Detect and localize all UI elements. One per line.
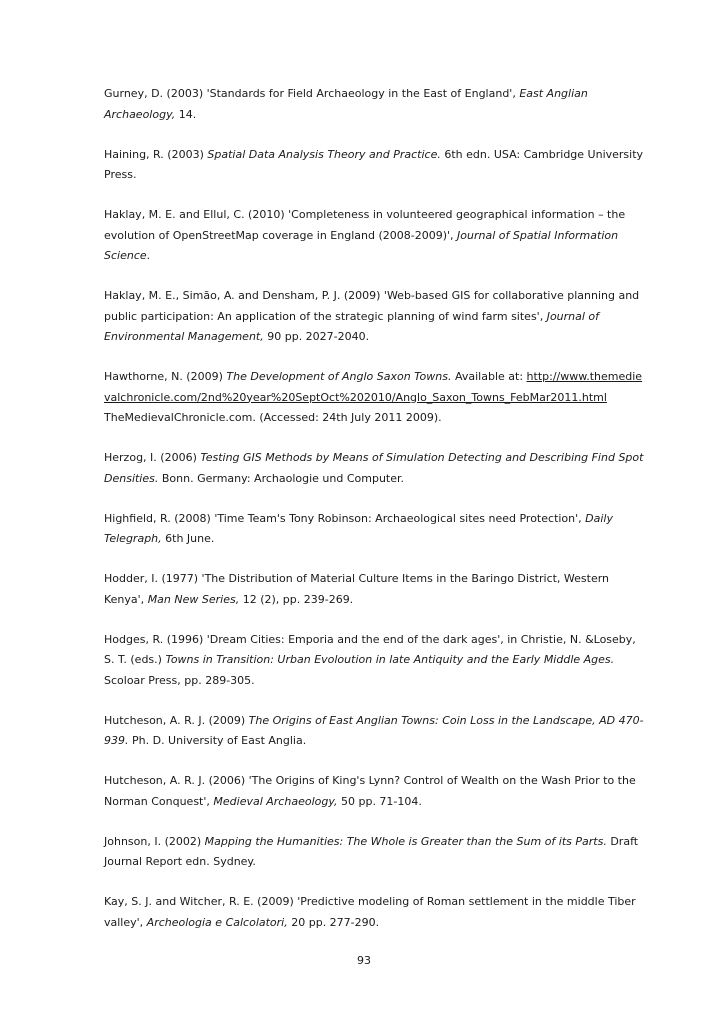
reference-text: Gurney, D. (2003) 'Standards for Field Archaeology in the East of England',: [104, 87, 520, 100]
reference-text: Kay, S. J. and Witcher, R. E. (2009) 'Predictive modeling of Roman settlement in the middle Tiber valley',: [104, 895, 636, 929]
reference-text: Herzog, I. (2006): [104, 451, 201, 464]
reference-entry: [104, 892, 644, 933]
reference-text: 20 pp. 277-290.: [287, 915, 380, 929]
reference-title-italic: Journal of Spatial Information Science: [104, 228, 619, 262]
reference-entry: [104, 145, 644, 186]
reference-entry: [104, 509, 644, 550]
reference-entry: [104, 711, 644, 752]
reference-entry: [104, 630, 644, 692]
reference-title-italic: The Development of Anglo Saxon Towns.: [226, 370, 452, 383]
reference-entry: [104, 569, 644, 610]
reference-text: 50 pp. 71-104.: [337, 794, 422, 808]
reference-entry: [104, 205, 644, 267]
reference-title-italic: East Anglian Archaeology,: [104, 87, 588, 121]
reference-text: Scoloar Press, pp. 289-305.: [104, 673, 255, 687]
reference-title-italic: Towns in Transition: Urban Evoloution in late Antiquity and the Early Middle Ages.: [165, 653, 615, 666]
reference-text: Haining, R. (2003): [104, 147, 208, 161]
reference-title-italic: Mapping the Humanities: The Whole is Greater than the Sum of its Parts.: [204, 834, 607, 848]
reference-title-italic: Daily Telegraph,: [104, 511, 613, 545]
reference-title-italic: Archeologia e Calcolatori,: [146, 915, 288, 929]
reference-title-italic: Journal of Environmental Management,: [104, 309, 600, 343]
reference-entry: [104, 832, 644, 873]
reference-entry: [104, 367, 644, 429]
reference-text: Draft Journal Report edn. Sydney.: [104, 834, 639, 868]
reference-text: 90 pp. 2027-2040.: [263, 330, 370, 343]
reference-title-italic: Man New Series,: [147, 592, 240, 606]
reference-text: Hutcheson, A. R. J. (2006) 'The Origins of King's Lynn? Control of Wealth on the Wash Prior to the Norman Conquest',: [104, 774, 636, 808]
page-number: 93: [357, 954, 371, 967]
reference-title-italic: Medieval Archaeology,: [213, 794, 338, 808]
reference-entry: [104, 771, 644, 812]
reference-entry: [104, 448, 644, 489]
reference-text: .: [146, 249, 151, 262]
reference-text: Hutcheson, A. R. J. (2009): [104, 713, 249, 727]
reference-title-italic: The Origins of East Anglian Towns: Coin Loss in the Landscape, AD 470-939.: [104, 713, 644, 747]
reference-text: 6th June.: [161, 532, 215, 545]
reference-entry: [104, 84, 644, 125]
reference-text: 12 (2), pp. 239-269.: [239, 592, 354, 606]
reference-text: Highfield, R. (2008) 'Time Team's Tony Robinson: Archaeological sites need Protection',: [104, 511, 586, 525]
reference-title-italic: Spatial Data Analysis Theory and Practice.: [207, 147, 441, 161]
reference-text: 14.: [175, 107, 197, 121]
reference-link[interactable]: http://www.themedievalchronicle.com/2nd%20year%20SeptOct%202010/Anglo_Saxon_Towns_FebMar2011.html: [104, 370, 643, 404]
reference-text: Ph. D. University of East Anglia.: [128, 734, 307, 747]
reference-text: Available at:: [451, 370, 527, 383]
reference-text: Haklay, M. E., Simão, A. and Densham, P. J. (2009) 'Web-based GIS for collaborative planning and public participation: An application of the strategic planning of wind farm sites',: [104, 289, 640, 323]
reference-list: [104, 84, 644, 953]
reference-text: Bonn. Germany: Archaologie und Computer.: [158, 471, 405, 485]
reference-entry: [104, 286, 644, 348]
reference-text: 6th edn. USA: Cambridge University Press.: [104, 147, 644, 181]
reference-text: Haklay, M. E. and Ellul, C. (2010) 'Completeness in volunteered geographical information – the evolution of OpenStreetMap coverage in England (2008-2009)',: [104, 208, 626, 242]
reference-text: Hawthorne, N. (2009): [104, 370, 227, 383]
reference-text: Hodder, I. (1977) 'The Distribution of Material Culture Items in the Baringo District, Western Kenya',: [104, 572, 610, 606]
reference-title-italic: Testing GIS Methods by Means of Simulation Detecting and Describing Find Spot Densities.: [104, 451, 644, 485]
reference-text: Hodges, R. (1996) 'Dream Cities: Emporia and the end of the dark ages', in Christie, N. &Loseby, S. T. (eds.): [104, 632, 636, 666]
reference-text: Johnson, I. (2002): [104, 834, 205, 848]
reference-text: TheMedievalChronicle.com. (Accessed: 24th July 2011 2009).: [104, 411, 442, 424]
